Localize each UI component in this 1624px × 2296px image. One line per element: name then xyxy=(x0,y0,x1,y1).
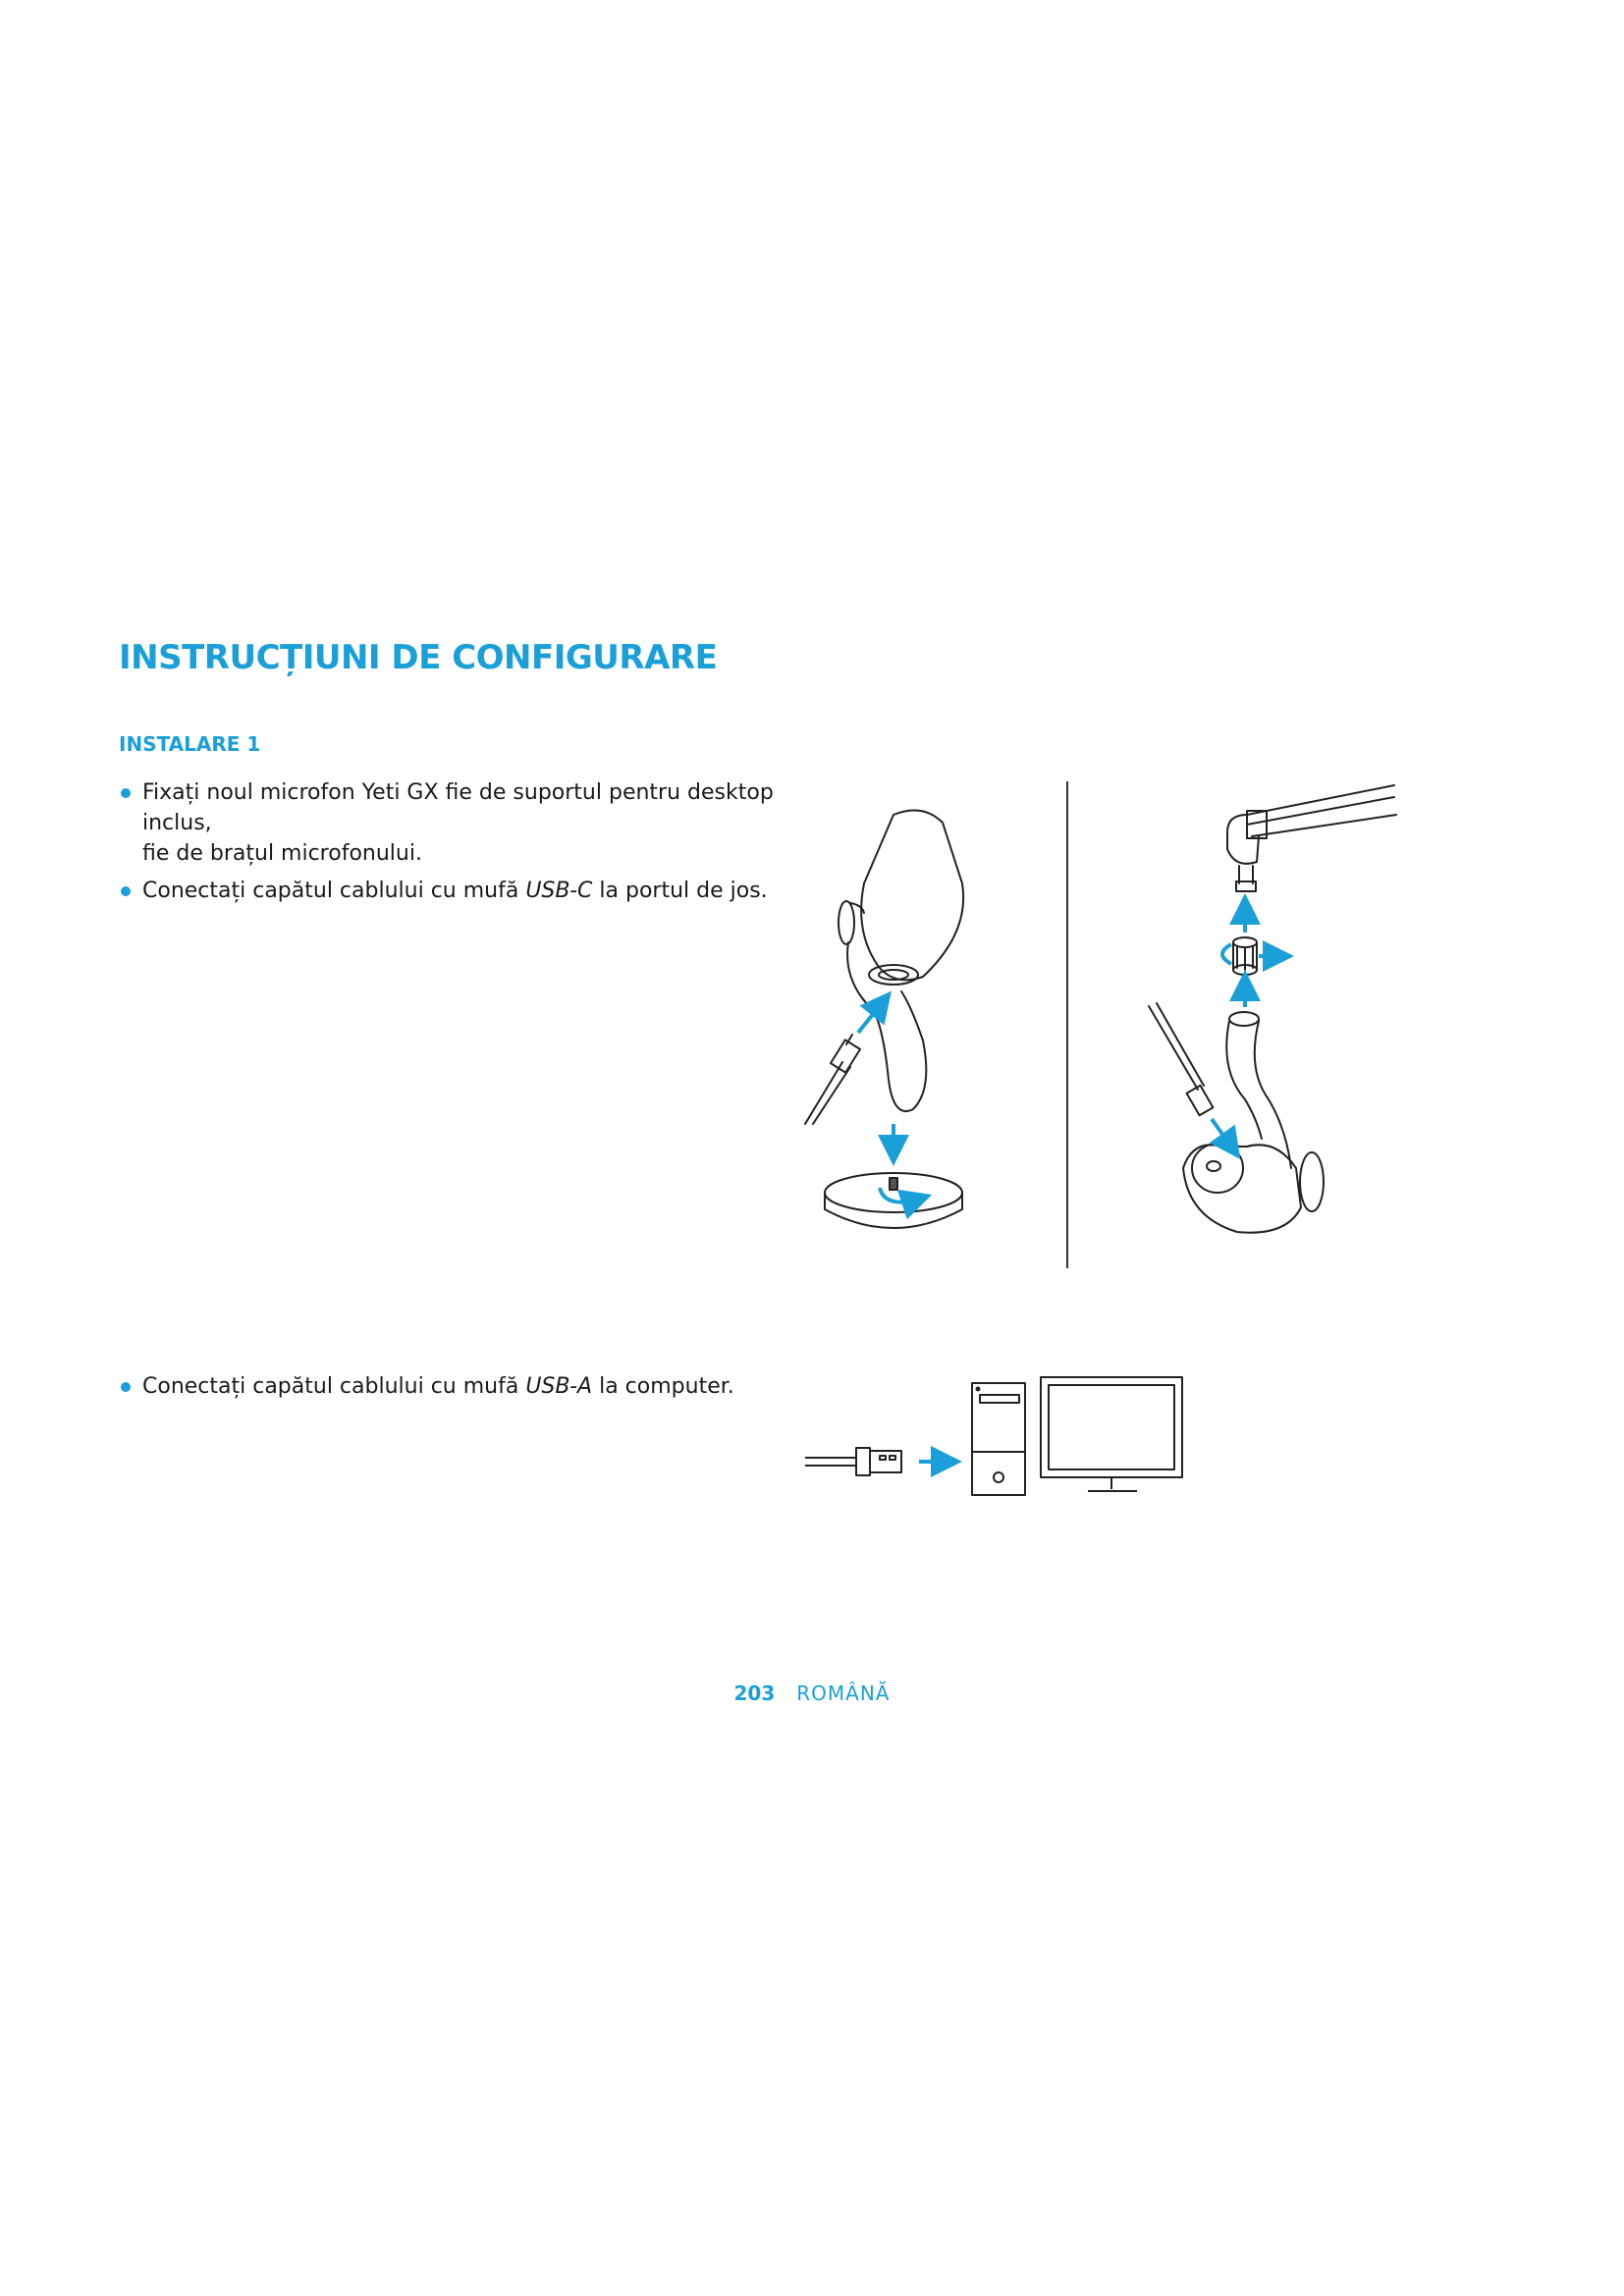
step-3-text xyxy=(142,1371,826,1402)
computer-connection-illustration xyxy=(797,1369,1190,1497)
page-title: INSTRUCȚIUNI DE CONFIGURARE xyxy=(119,638,718,677)
step-1-line-1: Fixați noul microfon Yeti GX fie de suportul pentru desktop inclus, xyxy=(142,780,774,835)
step-2-pre: Conectați capătul cablului cu mufă xyxy=(142,879,526,903)
bullet-icon xyxy=(121,788,131,798)
bullet-icon xyxy=(121,1382,131,1392)
language-label: ROMÂNĂ xyxy=(796,1682,891,1705)
step-2-connector: USB-C xyxy=(525,879,593,903)
section-title: INSTALARE 1 xyxy=(119,732,261,756)
step-2-post: la portul de jos. xyxy=(592,879,768,903)
step-3-pre: Conectați capătul cablului cu mufă xyxy=(142,1374,526,1399)
step-1 xyxy=(119,777,826,869)
bullet-icon xyxy=(121,886,131,896)
illustration-divider xyxy=(1066,781,1068,1268)
step-3-post: la computer. xyxy=(592,1374,734,1399)
boom-arm-illustration xyxy=(1129,775,1404,1266)
desktop-stand-illustration xyxy=(785,785,1001,1256)
step-2 xyxy=(119,876,826,906)
page-footer xyxy=(0,1682,1624,1705)
page-number: 203 xyxy=(733,1682,776,1705)
step-3 xyxy=(119,1371,826,1402)
step-3-connector: USB-A xyxy=(525,1374,593,1399)
step-1-line-2: fie de brațul microfonului. xyxy=(142,841,422,866)
step-2-text xyxy=(142,876,826,906)
